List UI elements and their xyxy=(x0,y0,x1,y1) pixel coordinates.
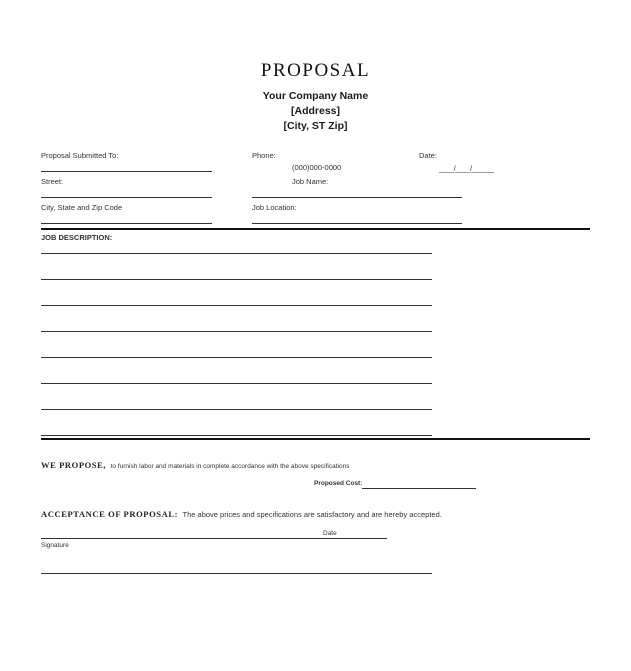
acceptance-date-label: Date xyxy=(323,530,337,537)
job-description-line[interactable] xyxy=(41,253,432,254)
job-description-line[interactable] xyxy=(41,409,432,410)
phone-value[interactable]: (000)000-0000 xyxy=(292,163,342,172)
date-label: Date: xyxy=(419,151,437,160)
job-description-line[interactable] xyxy=(41,435,432,436)
signature-field[interactable] xyxy=(41,573,432,574)
company-name: Your Company Name xyxy=(262,90,369,102)
proposed-cost-label: Proposed Cost: xyxy=(314,480,363,487)
job-description-line[interactable] xyxy=(41,331,432,332)
company-address: [Address] xyxy=(290,105,340,117)
signature-label: Signature xyxy=(41,542,69,549)
job-description-label: JOB DESCRIPTION: xyxy=(41,233,113,242)
street-label: Street: xyxy=(41,177,64,186)
submitted-to-field[interactable] xyxy=(41,171,212,172)
acceptance-text: The above prices and specifications are satisfactory and are hereby accepted. xyxy=(182,510,442,519)
document-title: PROPOSAL xyxy=(260,60,371,81)
propose-heading: WE PROPOSE, xyxy=(41,460,107,470)
submitted-to-label: Proposal Submitted To: xyxy=(41,151,119,160)
job-name-label: Job Name: xyxy=(292,177,329,186)
company-city-state-zip: [City, ST Zip] xyxy=(283,120,348,132)
section-divider-top xyxy=(41,228,590,230)
phone-label: Phone: xyxy=(252,151,276,160)
date-field[interactable]: ____/____/______ xyxy=(439,164,494,173)
job-name-field[interactable] xyxy=(252,197,462,198)
job-description-line[interactable] xyxy=(41,279,432,280)
propose-text: to furnish labor and materials in complete accordance with the above specifications xyxy=(110,463,350,470)
propose-statement xyxy=(41,455,349,473)
acceptance-statement xyxy=(41,504,442,522)
acceptance-heading: ACCEPTANCE OF PROPOSAL: xyxy=(41,509,179,519)
street-field[interactable] xyxy=(41,197,212,198)
section-divider-bottom xyxy=(41,438,590,440)
job-description-line[interactable] xyxy=(41,305,432,306)
city-state-zip-field[interactable] xyxy=(41,223,212,224)
acceptance-date-line[interactable] xyxy=(41,538,387,539)
city-state-zip-label: City, State and Zip Code xyxy=(41,203,123,212)
job-location-field[interactable] xyxy=(252,223,462,224)
proposed-cost-field[interactable] xyxy=(362,488,476,489)
job-description-line[interactable] xyxy=(41,383,432,384)
job-location-label: Job Location: xyxy=(252,203,297,212)
job-description-line[interactable] xyxy=(41,357,432,358)
